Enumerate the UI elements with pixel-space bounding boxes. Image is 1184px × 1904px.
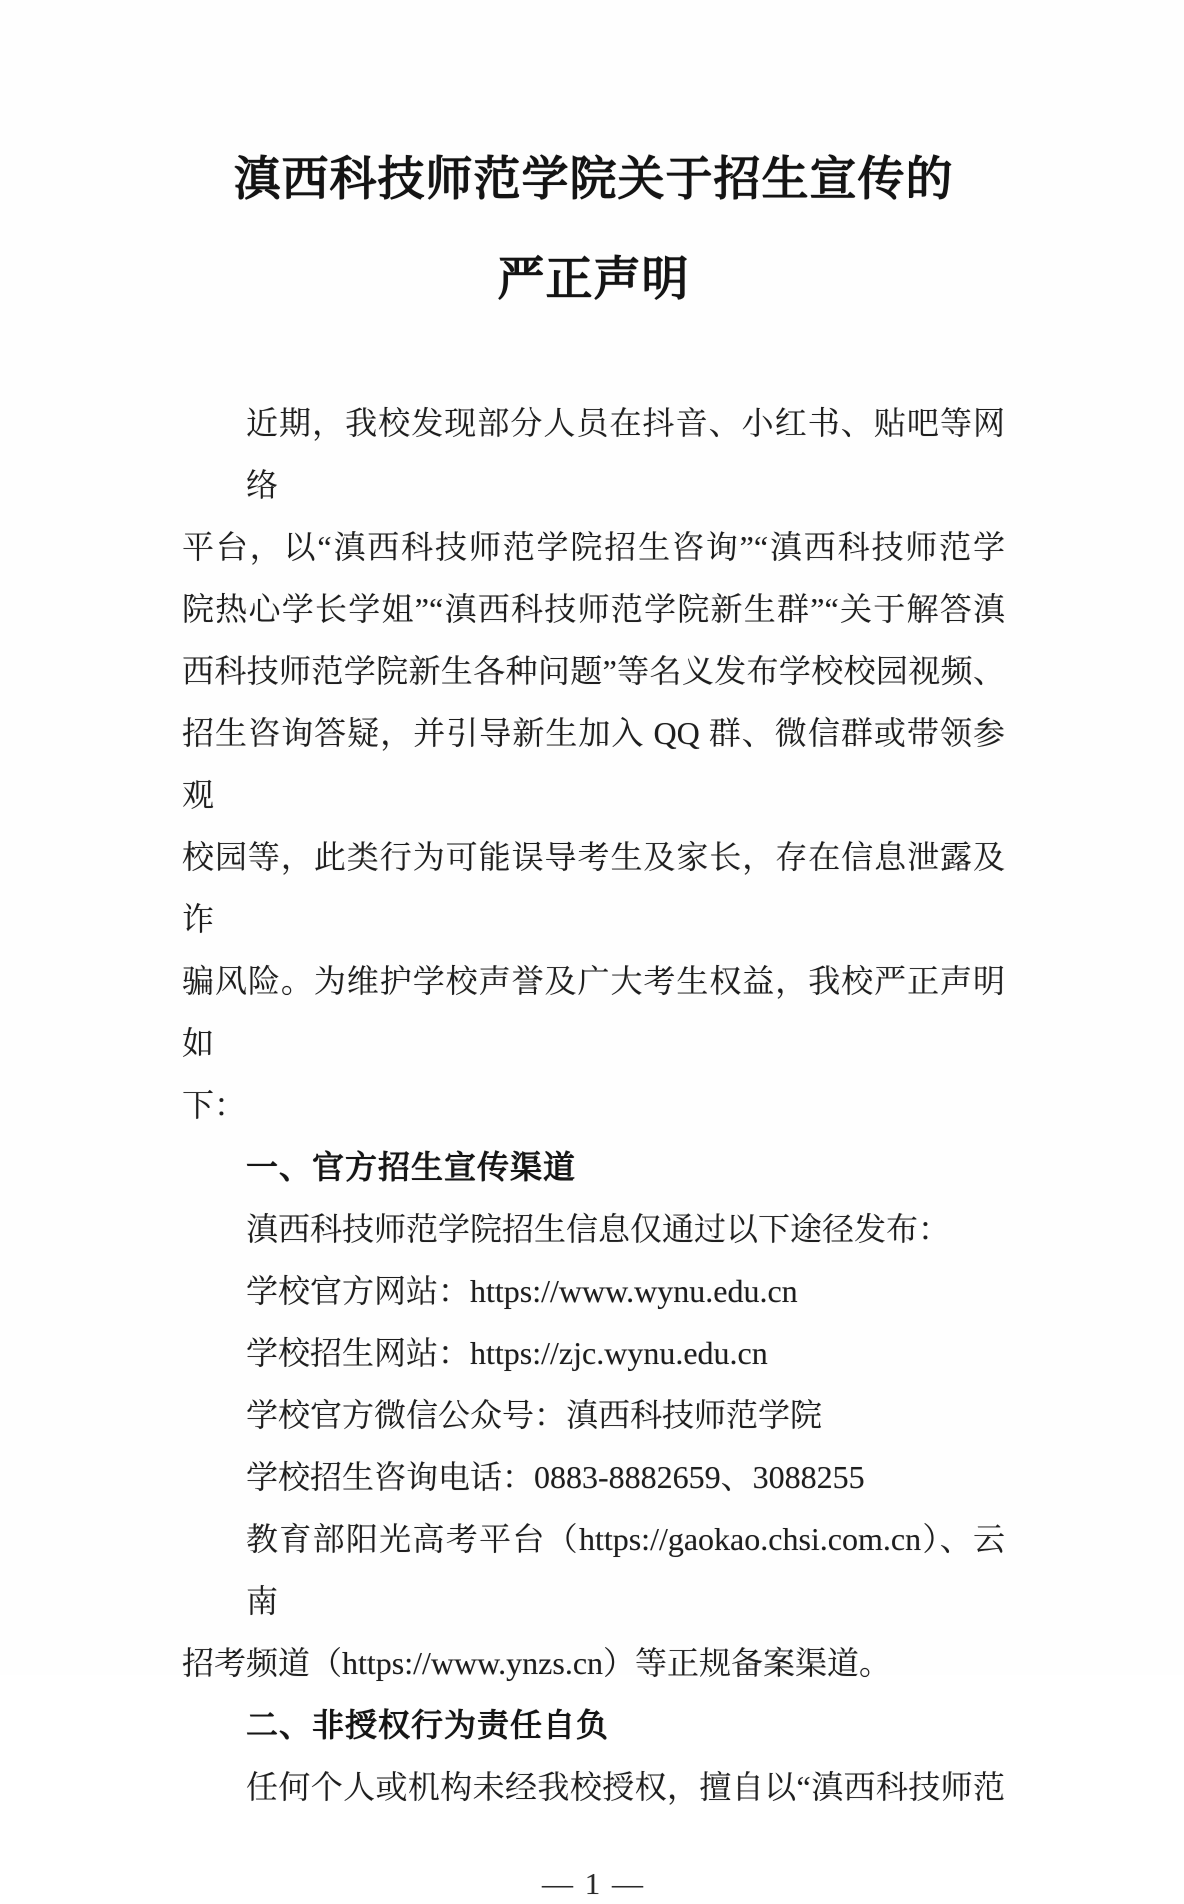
paragraph-line: 西科技师范学院新生各种问题”等名义发布学校校园视频、 — [182, 653, 1005, 689]
paragraph-line: 滇西科技师范学院招生信息仅通过以下途径发布： — [246, 1211, 951, 1247]
paragraph-line: 教育部阳光高考平台（https://gaokao.chsi.com.cn）、云南 — [246, 1521, 1005, 1619]
paragraph-line: 骗风险。为维护学校声誉及广大考生权益，我校严正声明如 — [182, 963, 1005, 1061]
page-number-footer: — 1 — — [542, 1866, 645, 1901]
wechat-account-line: 学校官方微信公众号：滇西科技师范学院 — [246, 1397, 823, 1433]
document-title — [182, 130, 1005, 330]
paragraph-line: 招生咨询答疑，并引导新生加入 QQ 群、微信群或带领参观 — [182, 715, 1005, 813]
paragraph-line: 院热心学长学姐”“滇西科技师范学院新生群”“关于解答滇 — [182, 591, 1005, 627]
document-body — [182, 392, 1005, 1818]
phone-number-line: 学校招生咨询电话：0883-8882659、3088255 — [246, 1459, 865, 1495]
official-website-line: 学校官方网站：https://www.wynu.edu.cn — [246, 1273, 798, 1309]
section-heading-official-channels: 一、官方招生宣传渠道 — [246, 1149, 577, 1185]
paragraph-line: 近期，我校发现部分人员在抖音、小红书、贴吧等网络 — [246, 405, 1005, 503]
section-heading-unauthorized-liability: 二、非授权行为责任自负 — [246, 1707, 610, 1743]
paragraph-line: 平台，以“滇西科技师范学院招生咨询”“滇西科技师范学 — [182, 529, 1005, 565]
paragraph-line: 招考频道（https://www.ynzs.cn）等正规备案渠道。 — [182, 1645, 892, 1681]
document-title-line2: 严正声明 — [497, 254, 690, 306]
paragraph-line: 校园等，此类行为可能误导考生及家长，存在信息泄露及诈 — [182, 839, 1005, 937]
paragraph-line: 下： — [182, 1087, 247, 1123]
document-title-line1: 滇西科技师范学院关于招生宣传的 — [233, 154, 954, 206]
document-content — [182, 0, 1005, 1904]
paragraph-line: 任何个人或机构未经我校授权，擅自以“滇西科技师范 — [246, 1769, 1005, 1805]
admissions-website-line: 学校招生网站：https://zjc.wynu.edu.cn — [246, 1335, 768, 1371]
